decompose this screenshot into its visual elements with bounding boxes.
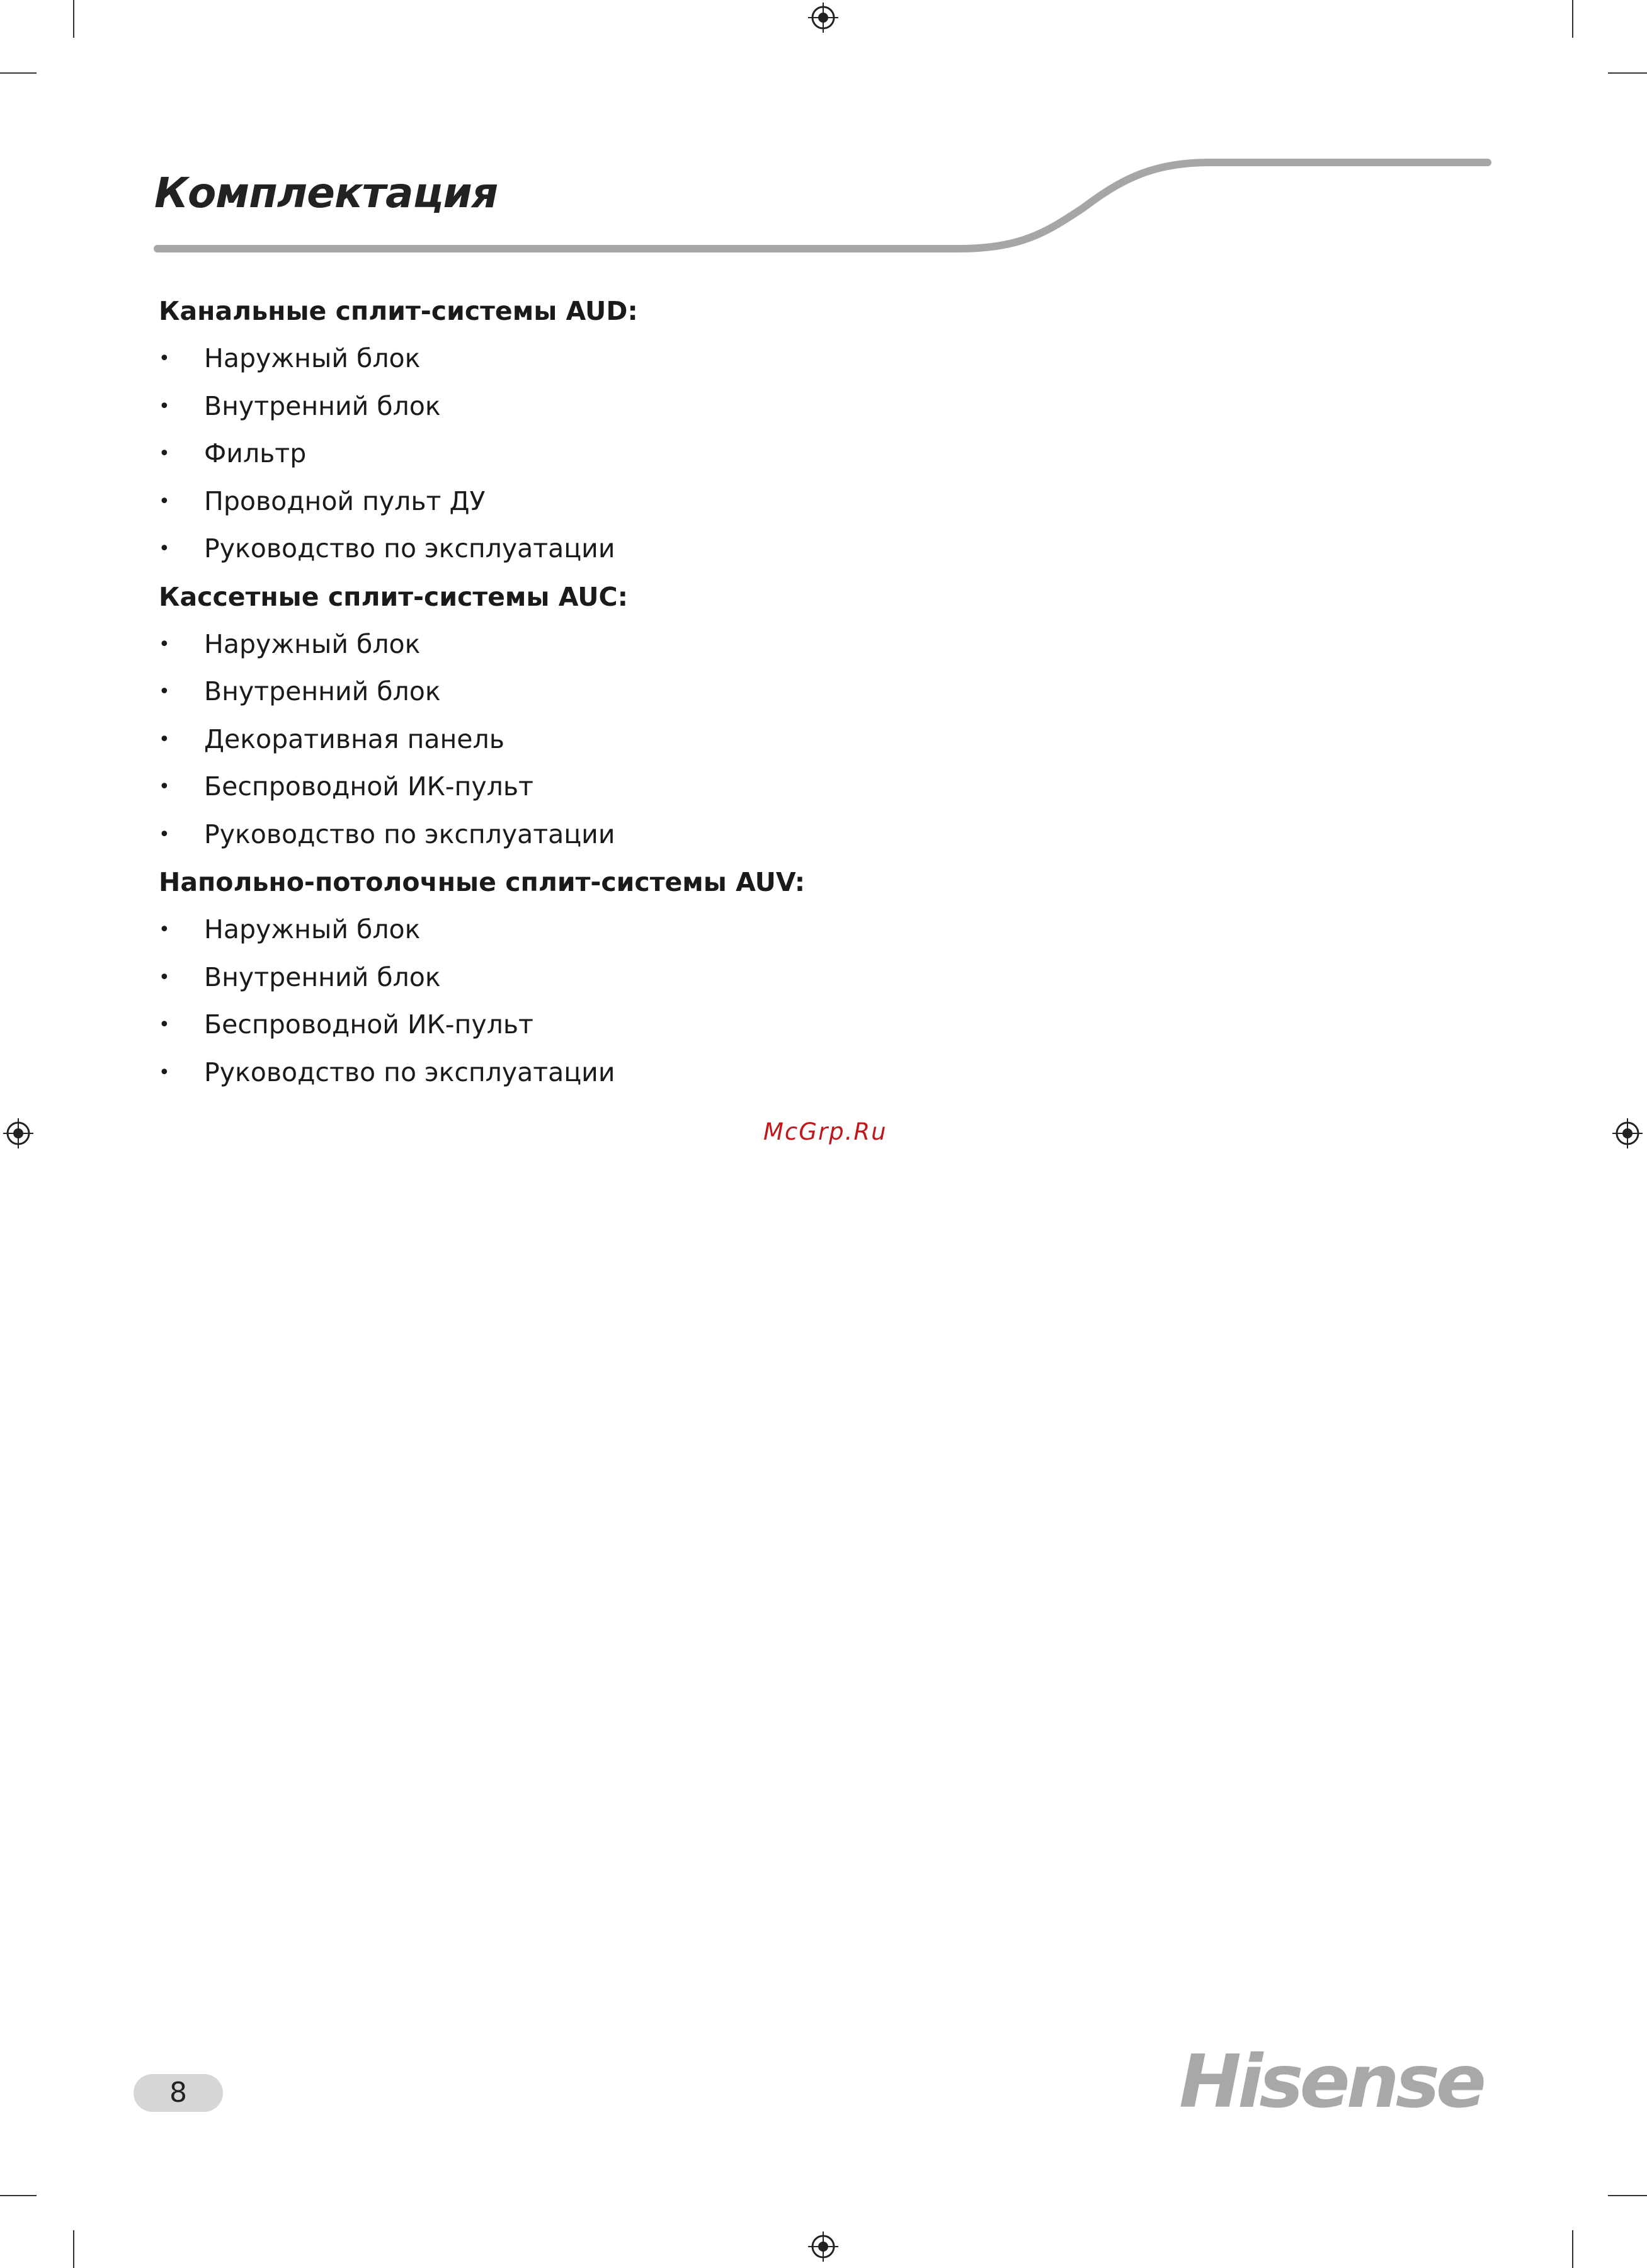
list-item	[159, 716, 1292, 764]
crop-mark-bottom-left	[73, 2230, 74, 2268]
bullet-icon: •	[159, 538, 170, 560]
bullet-icon: •	[159, 728, 170, 751]
bullet-icon: •	[159, 443, 170, 465]
list-item-text: Беспроводной ИК-пульт	[204, 1009, 533, 1040]
list-item-text: Фильтр	[204, 438, 307, 468]
list-item	[159, 525, 1292, 573]
bullet-icon: •	[159, 1014, 170, 1036]
list-item-text: Руководство по эксплуатации	[204, 1057, 615, 1087]
list-item-text: Внутренний блок	[204, 390, 441, 421]
list-item	[159, 668, 1292, 716]
bullet-icon: •	[159, 1061, 170, 1084]
hisense-logo	[1179, 2039, 1488, 2121]
section-heading-aud: Канальные сплит-системы AUD:	[159, 296, 638, 326]
page-number-badge	[134, 2074, 223, 2112]
page-title: Комплектация	[154, 169, 498, 217]
section-heading-auc: Кассетные сплит-системы AUC:	[159, 581, 629, 612]
bullet-icon: •	[159, 348, 170, 370]
bullet-icon: •	[159, 633, 170, 655]
list-item	[159, 811, 1292, 859]
list-item	[159, 430, 1292, 478]
list-item-text: Руководство по эксплуатации	[204, 819, 615, 849]
list-item	[159, 335, 1292, 383]
brand-logo-text: Hisense	[1179, 2039, 1485, 2121]
list-item	[159, 478, 1292, 526]
list-item-text: Декоративная панель	[204, 723, 504, 754]
bullet-icon: •	[159, 490, 170, 513]
list-item-text: Внутренний блок	[204, 676, 441, 706]
registration-mark-left-icon	[3, 1118, 33, 1148]
list-item-text: Проводной пульт ДУ	[204, 485, 486, 516]
list-item	[159, 954, 1292, 1002]
list-item-text: Беспроводной ИК-пульт	[204, 771, 533, 802]
registration-mark-right-icon	[1612, 1118, 1643, 1148]
list-item	[159, 763, 1292, 811]
header-swoosh-rule	[0, 0, 1647, 283]
crop-mark-right-bottom	[1608, 2195, 1647, 2196]
bullet-icon: •	[159, 823, 170, 846]
watermark-link[interactable]: McGrp.Ru	[763, 1118, 887, 1145]
list-item-text: Внутренний блок	[204, 961, 441, 992]
bullet-icon: •	[159, 681, 170, 703]
contents-list	[159, 287, 1292, 1096]
bullet-icon: •	[159, 919, 170, 941]
crop-mark-left-bottom	[0, 2195, 37, 2196]
list-item-text: Наружный блок	[204, 343, 421, 373]
bullet-icon: •	[159, 966, 170, 989]
bullet-icon: •	[159, 395, 170, 417]
list-item	[159, 621, 1292, 669]
list-item	[159, 1001, 1292, 1049]
list-item-text: Руководство по эксплуатации	[204, 533, 615, 564]
section-heading-auv: Напольно-потолочные сплит-системы AUV:	[159, 867, 806, 897]
list-item	[159, 906, 1292, 954]
crop-mark-bottom-right	[1572, 2230, 1573, 2268]
page-number: 8	[169, 2077, 187, 2109]
list-item	[159, 1049, 1292, 1097]
list-item-text: Наружный блок	[204, 628, 421, 659]
list-item-text: Наружный блок	[204, 914, 421, 944]
list-item	[159, 383, 1292, 431]
registration-mark-bottom-icon	[808, 2231, 838, 2262]
bullet-icon: •	[159, 776, 170, 798]
